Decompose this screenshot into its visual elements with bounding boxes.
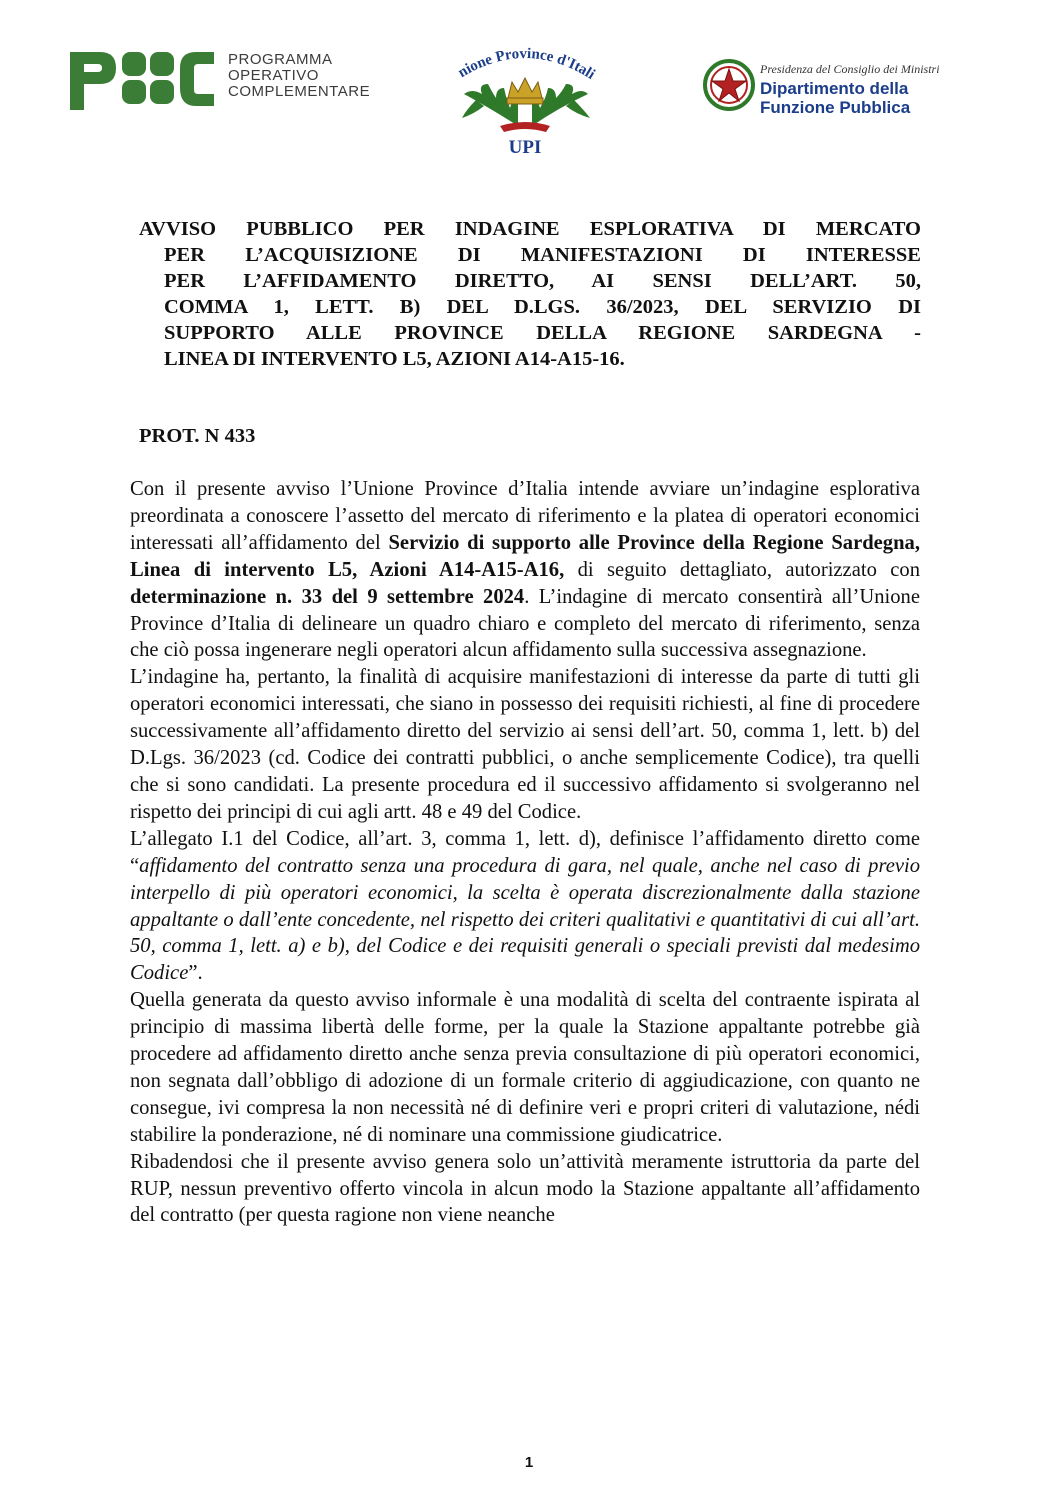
title-line-6: LINEA DI INTERVENTO L5, AZIONI A14-A15-16. <box>164 348 625 370</box>
poc-logo-text <box>228 52 370 100</box>
title-line-4: COMMA 1, LETT. B) DEL D.LGS. 36/2023, DEL SERVIZIO DI <box>164 296 921 318</box>
title-line-3: PER L’AFFIDAMENTO DIRETTO, AI SENSI DELL’ART. 50, <box>164 270 921 292</box>
poc-line-2: OPERATIVO <box>228 67 319 84</box>
poc-line-1: PROGRAMMA <box>228 51 333 68</box>
upi-arc-text: nione Province d'Itali <box>455 45 598 83</box>
paragraph-3: L’allegato I.1 del Codice, all’art. 3, comma 1, lett. d), definisce l’affidamento diretto come “affidamento del contratto senza una procedura di gara, nel quale, anche nel caso di previo interpello di più operatori economici, la scelta è operata discrezionalmente dalla stazione appaltante o dall’ente concedente, nel rispetto dei criteri qualitativi e quantitativi di cui all’art. 50, comma 1, lett. a) e b), del Codice e dei requisiti generali o speciali previsti dal medesimo Codice”. <box>130 827 920 985</box>
title-line-1: AVVISO PUBBLICO PER INDAGINE ESPLORATIVA DI MERCATO <box>139 218 921 240</box>
document-body <box>130 476 920 1229</box>
paragraph-4: Quella generata da questo avviso informale è una modalità di scelta del contraente ispirata al principio di massima libertà delle forme, per la quale la Stazione appaltante potrebbe già procedere ad affidamento diretto anche senza previa consultazione di più operatori economici, non segnata dall’obbligo di adozione di un formale criterio di aggiudicazione, con quanto ne consegue, ivi compresa la non necessità né di definire veri e propri criteri di valutazione, nédi stabilire la ponderazione, né di nominare una commissione giudicatrice. <box>130 989 920 1146</box>
title-line-2: PER L’ACQUISIZIONE DI MANIFESTAZIONI DI INTERESSE <box>164 244 921 266</box>
protocol-number: PROT. N 433 <box>139 425 256 447</box>
page-number: 1 <box>524 1454 534 1471</box>
poc-logo <box>68 50 378 114</box>
upi-logo <box>440 38 610 168</box>
republic-emblem-icon <box>702 58 756 114</box>
paragraph-1: Con il presente avviso l’Unione Province d’Italia intende avviare un’indagine esplorativa preordinata a conoscere l’assetto del mercato di riferimento e la platea di operatori economici interessati all’affidamento del Servizio di supporto alle Province della Regione Sardegna, Linea di intervento L5, Azioni A14-A15-A16, di seguito dettagliato, autorizzato con determinazione n. 33 del 9 settembre 2024. L’indagine di mercato consentirà all’Unione Province d’Italia di delineare un quadro chiaro e completo del mercato di riferimento, senza che ciò possa ingenerare negli operatori alcun affidamento sulla successiva assegnazione. <box>130 478 920 662</box>
dfp-title <box>760 79 910 117</box>
dfp-logo <box>702 58 942 118</box>
poc-line-3: COMPLEMENTARE <box>228 83 371 100</box>
dfp-small-text: Presidenza del Consiglio dei Ministri <box>760 62 940 76</box>
paragraph-2: L’indagine ha, pertanto, la finalità di acquisire manifestazioni di interesse da parte di tutti gli operatori economici interessati, che siano in possesso dei requisiti richiesti, al fine di procedere successivamente all’affidamento diretto del servizio ai sensi dell’art. 50, comma 1, lett. b) del D.Lgs. 36/2023 (cd. Codice dei contratti pubblici, o anche semplicemente Codice), tra quelli che si sono candidati. La presente procedura ed il successivo affidamento si svolgeranno nel rispetto dei principi di cui agli artt. 48 e 49 del Codice. <box>130 666 920 823</box>
dfp-line-2: Funzione Pubblica <box>760 98 911 117</box>
document-title <box>139 216 921 372</box>
upi-emblem-icon <box>440 38 610 138</box>
upi-label: UPI <box>508 137 542 158</box>
poc-mark-icon <box>68 50 218 114</box>
page-header <box>0 0 1058 175</box>
paragraph-5: Ribadendosi che il presente avviso genera solo un’attività meramente istruttoria da parte del RUP, nessun preventivo offerto vincola in alcun modo la Stazione appaltante all’affidamento del contratto (per questa ragione non viene neanche <box>130 1150 920 1227</box>
title-line-5: SUPPORTO ALLE PROVINCE DELLA REGIONE SARDEGNA - <box>164 322 921 344</box>
dfp-line-1: Dipartimento della <box>760 79 909 98</box>
